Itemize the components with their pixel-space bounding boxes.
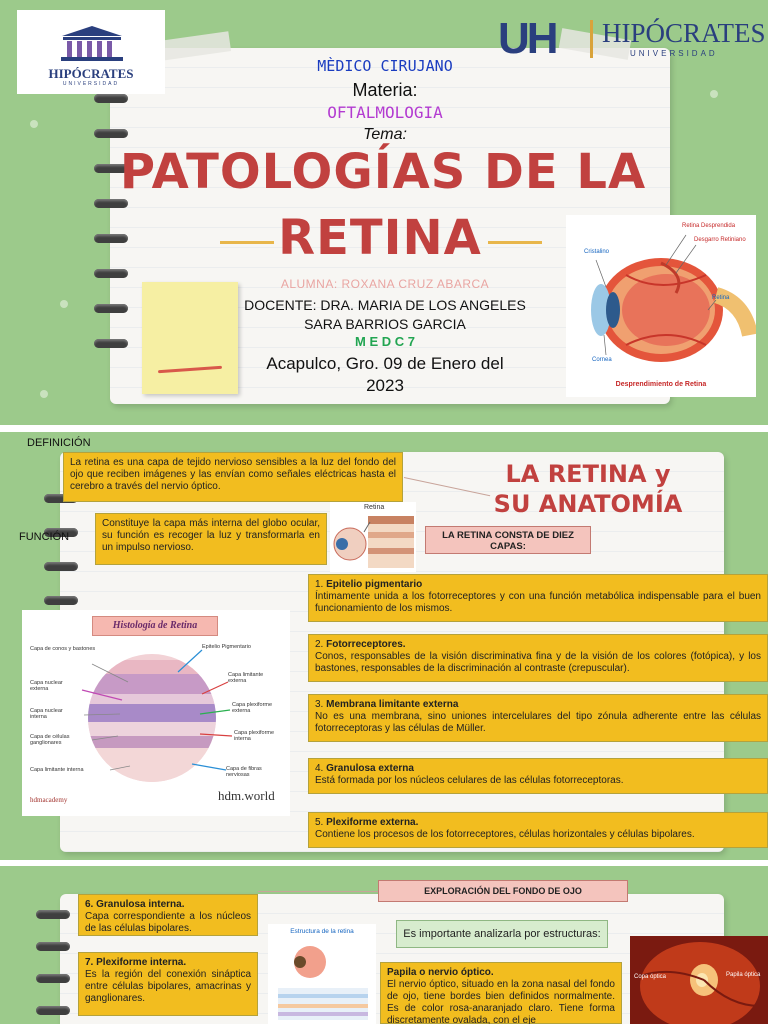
- topic-label: Tema:: [363, 126, 407, 143]
- fundus-photo: [630, 936, 768, 1024]
- layer-1-box: [308, 574, 768, 622]
- papila-box: [380, 962, 622, 1024]
- slide-cover: [0, 0, 768, 425]
- definition-box: La retina es una capa de tejido nervioso sensibles a la luz del fondo del ojo que reciben imágenes y las envían como señales eléctricas hasta el cerebro a través del nervio óptico.: [63, 452, 403, 502]
- function-box: Constituye la capa más interna del globo ocular, su función es recoger la luz y transformarla en un impulso nervioso.: [95, 513, 327, 565]
- binder-ring: [94, 129, 128, 138]
- decor-dot: [40, 390, 48, 398]
- layer-2-name: Fotorreceptores.: [326, 639, 406, 650]
- sticky-note: [142, 282, 238, 394]
- layer-3-box: [308, 694, 768, 742]
- eye-label-desgarro: Desgarro Retiniano: [694, 237, 746, 243]
- slide-fundus-exam: [0, 866, 768, 1024]
- structure-note: Es importante analizarla por estructuras:: [396, 920, 608, 948]
- histo-label-right-1: Epitelio Pigmentario: [202, 644, 251, 650]
- layers-heading: LA RETINA CONSTA DE DIEZ CAPAS:: [425, 526, 591, 554]
- histo-label-right-4: Capa plexiforme interna: [234, 730, 275, 742]
- eye-label-cornea: Cornea: [592, 357, 612, 363]
- decor-dot: [710, 90, 718, 98]
- logo-right-name: HIPÓCRATES: [602, 18, 766, 48]
- main-title-line2: RETINA: [278, 210, 482, 266]
- layer-5-num: 5.: [315, 817, 324, 828]
- eye-caption: Desprendimiento de Retina: [615, 381, 707, 388]
- subject-label: Materia:: [352, 80, 418, 100]
- histo-label-left-3: Capa nuclear interna: [30, 708, 63, 720]
- histo-label-left-5: Capa limitante interna: [30, 767, 84, 773]
- papila-desc: El nervio óptico, situado en la zona nasal del fondo de ojo, tiene bordes bien definidos normalmente. Es de color rosa-anaranjado claro. Tiene forma discretamente ovalada, con el eje: [387, 979, 615, 1024]
- career: MÈDICO CIRUJANO: [317, 57, 453, 75]
- layer-5-name: Plexiforme externa.: [326, 817, 419, 828]
- layer-5-desc: Contiene los procesos de los fotorreceptores, células horizontales y células bipolares.: [315, 829, 695, 840]
- layer-2-desc: Conos, responsables de la visión discriminativa fina y de la visión de los colores (fotópica), y los bastones, responsables de la discriminación al contraste (crepuscular).: [315, 651, 761, 674]
- retinal-detachment-image: [566, 215, 756, 397]
- binder-ring: [94, 339, 128, 348]
- binder-ring: [36, 910, 70, 919]
- layer-1-name: Epitelio pigmentario: [326, 579, 423, 590]
- decor-dot: [60, 300, 68, 308]
- hdm-world-brand: hdm.world: [218, 788, 275, 803]
- layer-1-num: 1.: [315, 579, 324, 590]
- layer-6-desc: Capa correspondiente a los núcleos de las células bipolares.: [85, 911, 251, 934]
- layer-1-desc: Íntimamente unida a los fotorreceptores y con una función metabólica indispensable para el buen funcionamiento de los mismos.: [315, 591, 761, 614]
- layer-7-box: [78, 952, 258, 1016]
- group: M E D C 7: [355, 334, 415, 349]
- layer-7-name: 7. Plexiforme interna.: [85, 957, 187, 968]
- decor-dot: [30, 120, 38, 128]
- structure-title: Estructura de la retina: [290, 928, 354, 935]
- logo-hipocrates-left: [17, 10, 165, 94]
- place-date-line1: Acapulco, Gro. 09 de Enero del: [266, 354, 504, 373]
- layer-2-num: 2.: [315, 639, 324, 650]
- fundus-label-right: Papila óptica: [726, 972, 761, 978]
- binder-ring: [44, 596, 78, 605]
- exam-heading: EXPLORACIÓN DEL FONDO DE OJO: [378, 880, 628, 902]
- layer-4-num: 4.: [315, 763, 324, 774]
- binder-ring: [94, 269, 128, 278]
- layer-4-desc: Está formada por los núcleos celulares de las células fotorreceptoras.: [315, 775, 624, 786]
- histo-label-right-3: Capa plexiforme externa: [232, 702, 273, 714]
- layer-3-num: 3.: [315, 699, 324, 710]
- binder-ring: [94, 94, 128, 103]
- binder-ring: [94, 234, 128, 243]
- histo-label-right-5: Capa de fibras nerviosas: [226, 766, 262, 778]
- binder-ring: [36, 974, 70, 983]
- layer-6-name: 6. Granulosa interna.: [85, 899, 185, 910]
- eye-label-retina-desprendida: Retina Desprendida: [682, 223, 736, 229]
- layer-2-box: [308, 634, 768, 682]
- layer-4-box: [308, 758, 768, 794]
- layer-5-box: [308, 812, 768, 848]
- main-title-line1: PATOLOGÍAS DE LA: [119, 144, 647, 200]
- slide-separator: [0, 425, 768, 432]
- histo-label-left-1: Capa de conos y bastones: [30, 646, 96, 652]
- connector-line: [258, 891, 378, 892]
- histology-title: Histología de Retina: [92, 616, 218, 636]
- retina-small-label: Retina: [364, 504, 385, 511]
- eye-label-retina: Retina: [712, 295, 730, 301]
- place-date-line2: 2023: [366, 376, 404, 395]
- title-dash-right: [488, 241, 542, 244]
- layer-3-name: Membrana limitante externa: [326, 699, 459, 710]
- layer-7-desc: Es la región del conexión sináptica entre células bipolares, amacrinas y ganglionares.: [85, 969, 251, 1004]
- fundus-label-left: Copa óptica: [634, 974, 667, 980]
- binder-ring: [44, 562, 78, 571]
- binder-ring: [94, 304, 128, 313]
- papila-name: Papila o nervio óptico.: [387, 967, 494, 978]
- logo-left-name: HIPÓCRATES: [48, 66, 134, 81]
- binder-ring: [36, 942, 70, 951]
- definition-label: DEFINICIÓN: [27, 437, 91, 449]
- teacher-line2: SARA BARRIOS GARCIA: [304, 316, 466, 332]
- retina-layers-icon: [330, 502, 416, 572]
- logo-divider: [590, 20, 593, 58]
- sticky-note-scribble: [158, 366, 222, 373]
- retina-structure-image: [268, 924, 376, 1024]
- binder-ring: [94, 199, 128, 208]
- slide-anatomy: [0, 432, 768, 860]
- histo-label-left-4: Capa de células ganglionares: [30, 734, 70, 746]
- eye-label-cristalino: Cristalino: [584, 249, 610, 255]
- anatomy-title-line2: SU ANATOMÍA: [493, 490, 683, 518]
- title-dash-left: [220, 241, 274, 244]
- logo-uh-right: [498, 14, 766, 63]
- layer-4-name: Granulosa externa: [326, 763, 414, 774]
- anatomy-title-line1: LA RETINA y: [505, 460, 671, 488]
- retina-structure-icon: [268, 924, 376, 1024]
- hdm-academy-brand: hdmacademy: [30, 796, 68, 804]
- teacher-line1: DOCENTE: DRA. MARIA DE LOS ANGELES: [244, 297, 526, 313]
- temple-icon: [57, 24, 127, 62]
- logo-uh-mark: UH: [498, 14, 556, 63]
- layer-6-box: [78, 894, 258, 936]
- histology-image: [22, 610, 290, 816]
- retina-cross-section-image: [330, 502, 416, 572]
- binder-ring: [36, 1006, 70, 1015]
- layer-3-desc: No es una membrana, sino uniones intercelulares del tipo zónula adherente entre las células fotorreceptoras y las células de Müller.: [315, 711, 761, 734]
- subject: OFTALMOLOGIA: [327, 103, 443, 122]
- histo-label-left-2: Capa nuclear externa: [30, 680, 63, 692]
- student-name: ALUMNA: ROXANA CRUZ ABARCA: [280, 277, 490, 291]
- function-label: FUNCIÓN: [19, 531, 70, 543]
- histo-label-right-2: Capa limitante externa: [228, 672, 264, 684]
- logo-right-sub: UNIVERSIDAD: [630, 49, 718, 58]
- fundus-icon: [630, 936, 768, 1024]
- logo-left-sub: UNIVERSIDAD: [62, 81, 120, 87]
